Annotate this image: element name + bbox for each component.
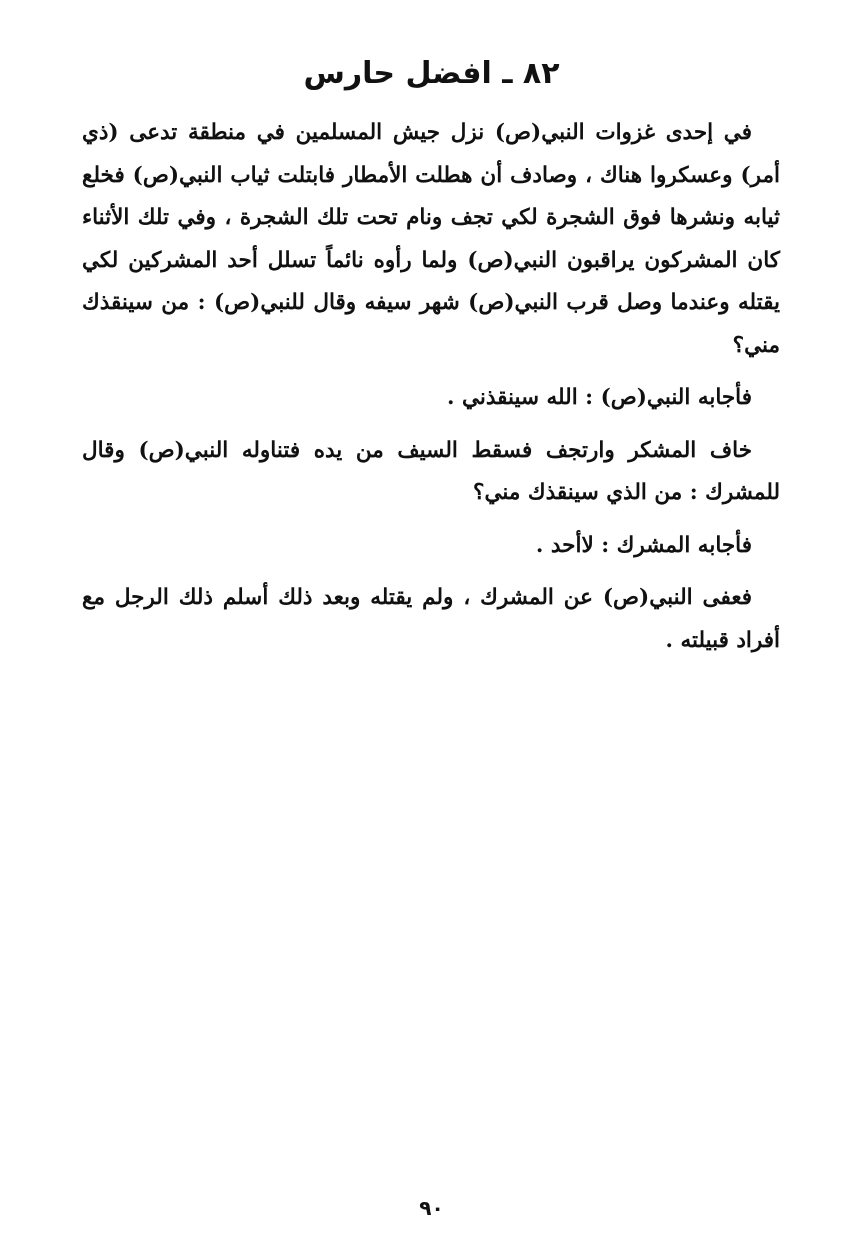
paragraph-prophet-reply: فأجابه النبي(ص) : الله سينقذني . bbox=[446, 385, 752, 410]
page-number: ٩٠ bbox=[419, 1196, 444, 1220]
paragraph-forgiveness: فعفى النبي(ص) عن المشرك ، ولم يقتله وبعد ذلك أسلم ذلك الرجل مع أفراد قبيلته . bbox=[82, 585, 780, 653]
paragraph-polytheist-reply: فأجابه المشرك : لاأحد . bbox=[535, 532, 752, 558]
story-body bbox=[82, 112, 780, 672]
paragraph-sword-falls: خاف المشكر وارتجف فسقط السيف من يده فتناوله النبي(ص) وقال للمشرك : من الذي سينقذك مني؟ bbox=[82, 437, 780, 505]
paragraph-story: في إحدى غزوات النبي(ص) نزل جيش المسلمين في منطقة تدعى (ذي أمر) وعسكروا هناك ، وصادف أن هطلت الأمطار فابتلت ثياب النبي(ص) فخلع ثيابه ونشرها فوق الشجرة لكي تجف ونام تحت تلك الشجرة ، وفي تلك الأثناء كان المشركون يراقبون النبي(ص) ولما رأوه نائماً تسلل أحد المشركين لكي يقتله وعندما وصل قرب النبي(ص) شهر سيفه وقال للنبي(ص) : من سينقذك مني؟ bbox=[82, 120, 780, 358]
story-title: ٨٢ ـ افضل حارس bbox=[303, 56, 560, 91]
